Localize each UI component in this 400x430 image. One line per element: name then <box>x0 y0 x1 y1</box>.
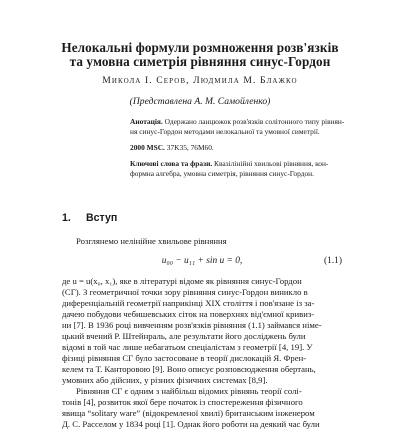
section-number: 1. <box>62 212 71 224</box>
section-heading <box>62 212 117 224</box>
body-line: тонів [4], розвиток якої бере початок із спостереження фізичного <box>62 397 303 407</box>
abstract-line-1 <box>130 117 344 127</box>
body-line: умовних або дійсних, у різних фізичних системах [8,9]. <box>62 375 268 385</box>
body-line: цький вчений Р. Штейнраль, але результати його досліджень були <box>62 331 306 341</box>
keywords-line-1 <box>130 159 328 169</box>
keywords-label: Ключові слова та фрази. <box>130 159 213 168</box>
abstract-text-1: Одержано ланцюжок розв'язків солітонного типу рівнян- <box>164 117 345 126</box>
msc-label: 2000 MSC. <box>130 143 165 152</box>
keywords-text-2: формна алгебра, умовна симетрія, рівняння синус-Гордон. <box>130 168 314 178</box>
body-line: диференціальній геометрії наприкінці XIX століття і пов'язане із за- <box>62 298 315 308</box>
equation-1-1 <box>62 256 342 268</box>
msc-line <box>130 143 214 153</box>
abstract-label: Анотація. <box>130 117 163 126</box>
body-line: келем та Т. Канторовою [9]. Воно описує розповсюдження обертань, <box>62 364 316 374</box>
body-line: ни [7]. В 1936 році вивченням розв'язків рівняння (1.1) займався німе- <box>62 320 322 330</box>
equation-body: u₀₀ − u₁₁ + sin u = 0, <box>161 256 243 266</box>
body-line: фізиці рівняння СГ було застосоване в теорії дислокацій Я. Френ- <box>62 353 307 363</box>
section-title: Вступ <box>86 212 118 224</box>
body-line: відомі в той час лише небагатьом спеціалістам з геометрії [4, 19]. У <box>62 342 313 352</box>
msc-value: 37K35, 76M60. <box>166 143 214 152</box>
presented-by: (Представлена А. М. Самойленко) <box>129 96 271 107</box>
equation-number: (1.1) <box>324 256 342 266</box>
paper-title-line-1: Нелокальні формули розмноження розв'язків <box>61 40 339 55</box>
body-line: (СГ). З геометричної точки зору рівняння синус-Гордон виникло в <box>62 287 308 297</box>
body-line: дачею побудови чебишевських сіток на поверхнях від'ємної кривиз- <box>62 309 315 319</box>
body-line: Рівняння СГ є одним з найбільш відомих рівнянь теорії солі- <box>76 386 302 396</box>
paper-authors: Микола І. Серов, Людмила М. Блажко <box>102 75 298 86</box>
body-line: явища “solitary ware” (відокремленої хвилі) британським інженером <box>62 408 315 418</box>
abstract-text-2: ня синус-Гордон методами нелокальної та умовної симетрії. <box>130 126 320 136</box>
body-line: Д. С. Расселом у 1834 році [1]. Однак його роботи на деякий час були <box>62 419 320 429</box>
keywords-text-1: Квазілінійні хвильові рівняння, кон- <box>214 159 329 168</box>
paper-title-line-2: та умовна симетрія рівняння синус-Гордон <box>69 54 331 69</box>
body-line: де u = u(x₀, x₁), яке в літературі відоме як рівняння синус-Гордон <box>62 276 302 286</box>
intro-line: Розглянемо нелінійне хвильове рівняння <box>76 236 227 246</box>
